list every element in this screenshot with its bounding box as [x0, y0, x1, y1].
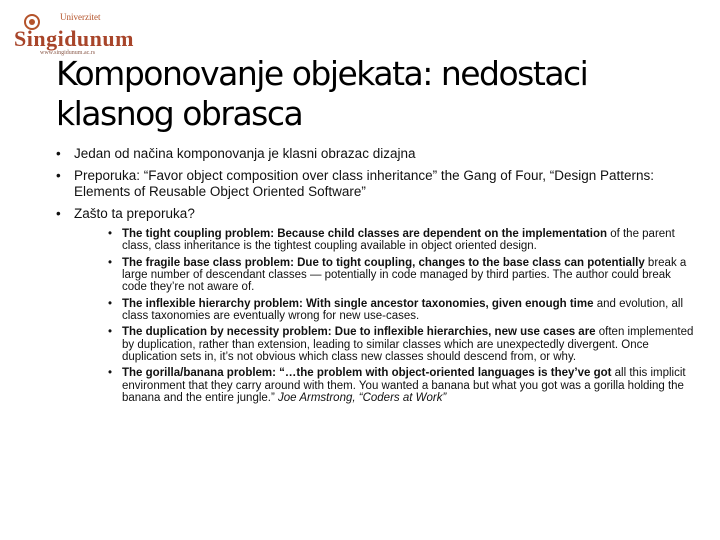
logo-name-text: Singidunum	[14, 26, 134, 51]
bullet-icon: •	[108, 256, 113, 269]
problem-text: and evolution, all class taxonomies are eventually wrong for new use-cases.	[122, 297, 684, 323]
bullet-text: Preporuka: “Favor object composition over class inheritance” the Gang of Four, “Design Patterns: Elements of Reusable Object Oriented Software”	[74, 168, 655, 199]
sub-bullet-item	[108, 367, 696, 404]
problem-lead: The fragile base class problem: Due to tight coupling, changes to the base class can potentially	[122, 256, 645, 269]
bullet-text: Zašto ta preporuka?	[74, 206, 195, 221]
bullet-item	[56, 146, 696, 162]
problem-text: all this implicit environment that they carry around with them. You wanted a banana but what you got was a gorilla holding the banana and the entire jungle.”	[122, 367, 686, 405]
bullet-icon: •	[56, 168, 61, 183]
slide-title: Komponovanje objekata: nedostaci klasnog obrasca	[56, 54, 588, 133]
university-logo	[6, 8, 134, 58]
logo-university-text: Univerzitet	[60, 12, 101, 22]
logo-website-text: www.singidunum.ac.rs	[40, 50, 96, 56]
sub-bullet-item	[108, 228, 696, 253]
bullet-icon: •	[108, 367, 113, 380]
problem-lead: The duplication by necessity problem: Due to inflexible hierarchies, new use cases are	[122, 326, 596, 339]
bullet-item	[56, 206, 696, 222]
bullet-icon: •	[56, 146, 61, 161]
bullet-icon: •	[56, 206, 61, 221]
problem-text: often implemented by duplication, rather than extension, leading to similar classes which are unexpectedly divergent. Once duplication sets in, it’s not obvious which class new classes should descend from, or why.	[122, 326, 694, 364]
bullet-icon: •	[108, 326, 113, 339]
bullet-item	[56, 168, 696, 200]
sub-bullet-item	[108, 326, 696, 363]
problem-lead: The inflexible hierarchy problem: With single ancestor taxonomies, given enough time	[122, 297, 594, 310]
sub-bullet-list	[108, 228, 696, 404]
slide-content	[56, 146, 696, 408]
problem-text: of the parent class, class inheritance is the tightest coupling available in object oriented design.	[122, 228, 675, 253]
problem-lead: The tight coupling problem: Because child classes are dependent on the implementation	[122, 228, 607, 240]
bullet-icon: •	[108, 297, 113, 310]
problem-text: break a large number of descendant classes — potentially in code managed by third parties. The author could break code they’re not aware of.	[122, 256, 687, 294]
bullet-text: Jedan od načina komponovanja je klasni obrazac dizajna	[74, 146, 416, 161]
problem-lead: The gorilla/banana problem: “…the problem with object-oriented languages is they’ve got	[122, 367, 612, 380]
bullet-icon: •	[108, 228, 113, 240]
sub-bullet-item	[108, 257, 696, 294]
quote-attribution: Joe Armstrong, “Coders at Work”	[278, 392, 447, 405]
sub-bullet-item	[108, 298, 696, 323]
